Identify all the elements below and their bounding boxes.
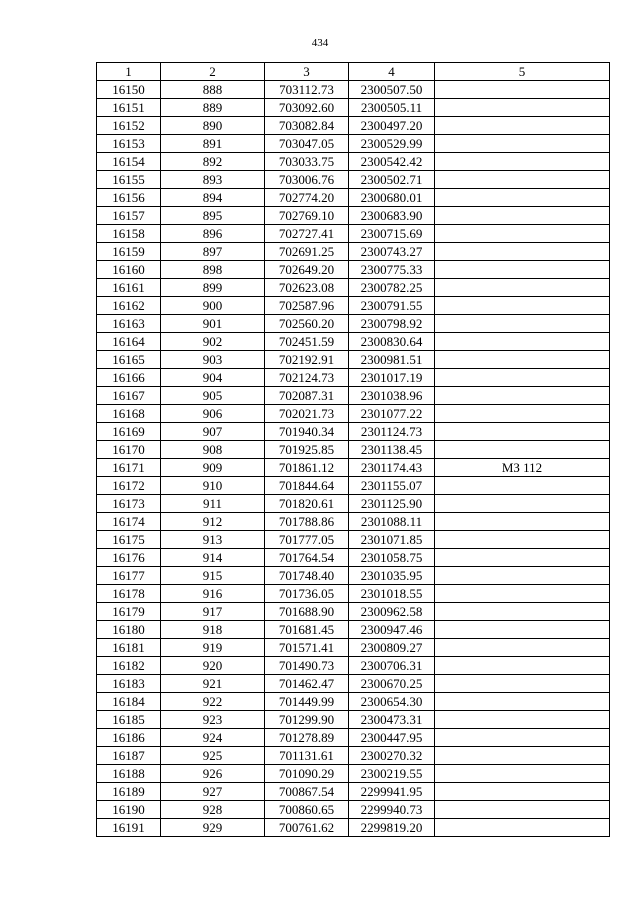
coordinates-table xyxy=(96,62,610,837)
table-row xyxy=(97,459,610,477)
note-cell xyxy=(435,117,610,135)
table-row xyxy=(97,567,610,585)
y-coordinate-cell: 2301088.11 xyxy=(349,513,435,531)
vertex-number-cell: 905 xyxy=(161,387,265,405)
vertex-number-cell: 929 xyxy=(161,819,265,837)
note-cell xyxy=(435,711,610,729)
y-coordinate-cell: 2300775.33 xyxy=(349,261,435,279)
x-coordinate-cell: 702451.59 xyxy=(265,333,349,351)
y-coordinate-cell: 2300497.20 xyxy=(349,117,435,135)
vertex-number-cell: 919 xyxy=(161,639,265,657)
point-number-cell: 16177 xyxy=(97,567,161,585)
table-row xyxy=(97,819,610,837)
point-number-cell: 16183 xyxy=(97,675,161,693)
y-coordinate-cell: 2299941.95 xyxy=(349,783,435,801)
note-cell xyxy=(435,261,610,279)
y-coordinate-cell: 2301174.43 xyxy=(349,459,435,477)
y-coordinate-cell: 2300270.32 xyxy=(349,747,435,765)
note-cell xyxy=(435,783,610,801)
y-coordinate-cell: 2301071.85 xyxy=(349,531,435,549)
x-coordinate-cell: 703033.75 xyxy=(265,153,349,171)
vertex-number-cell: 896 xyxy=(161,225,265,243)
note-cell xyxy=(435,729,610,747)
vertex-number-cell: 903 xyxy=(161,351,265,369)
table-row xyxy=(97,189,610,207)
vertex-number-cell: 907 xyxy=(161,423,265,441)
point-number-cell: 16173 xyxy=(97,495,161,513)
x-coordinate-cell: 701299.90 xyxy=(265,711,349,729)
table-row xyxy=(97,783,610,801)
note-cell xyxy=(435,297,610,315)
table-row xyxy=(97,243,610,261)
table-row xyxy=(97,585,610,603)
column-header-4: 4 xyxy=(349,63,435,81)
column-header-5: 5 xyxy=(435,63,610,81)
y-coordinate-cell: 2301058.75 xyxy=(349,549,435,567)
vertex-number-cell: 923 xyxy=(161,711,265,729)
point-number-cell: 16189 xyxy=(97,783,161,801)
x-coordinate-cell: 703006.76 xyxy=(265,171,349,189)
note-cell xyxy=(435,243,610,261)
vertex-number-cell: 908 xyxy=(161,441,265,459)
y-coordinate-cell: 2300670.25 xyxy=(349,675,435,693)
note-cell xyxy=(435,549,610,567)
note-cell xyxy=(435,531,610,549)
y-coordinate-cell: 2300473.31 xyxy=(349,711,435,729)
x-coordinate-cell: 701571.41 xyxy=(265,639,349,657)
vertex-number-cell: 895 xyxy=(161,207,265,225)
point-number-cell: 16172 xyxy=(97,477,161,495)
x-coordinate-cell: 700867.54 xyxy=(265,783,349,801)
x-coordinate-cell: 701925.85 xyxy=(265,441,349,459)
y-coordinate-cell: 2300798.92 xyxy=(349,315,435,333)
table-row xyxy=(97,171,610,189)
y-coordinate-cell: 2300219.55 xyxy=(349,765,435,783)
x-coordinate-cell: 700860.65 xyxy=(265,801,349,819)
point-number-cell: 16178 xyxy=(97,585,161,603)
point-number-cell: 16167 xyxy=(97,387,161,405)
table-row xyxy=(97,369,610,387)
table-row xyxy=(97,801,610,819)
x-coordinate-cell: 701940.34 xyxy=(265,423,349,441)
vertex-number-cell: 906 xyxy=(161,405,265,423)
note-cell xyxy=(435,747,610,765)
y-coordinate-cell: 2300683.90 xyxy=(349,207,435,225)
note-cell xyxy=(435,819,610,837)
x-coordinate-cell: 701278.89 xyxy=(265,729,349,747)
note-cell xyxy=(435,639,610,657)
vertex-number-cell: 892 xyxy=(161,153,265,171)
table-row xyxy=(97,657,610,675)
note-cell xyxy=(435,81,610,99)
note-cell xyxy=(435,621,610,639)
note-cell xyxy=(435,495,610,513)
note-cell xyxy=(435,441,610,459)
y-coordinate-cell: 2300947.46 xyxy=(349,621,435,639)
table-row xyxy=(97,261,610,279)
point-number-cell: 16186 xyxy=(97,729,161,747)
table-row xyxy=(97,621,610,639)
point-number-cell: 16159 xyxy=(97,243,161,261)
y-coordinate-cell: 2300981.51 xyxy=(349,351,435,369)
vertex-number-cell: 891 xyxy=(161,135,265,153)
column-header-1: 1 xyxy=(97,63,161,81)
vertex-number-cell: 910 xyxy=(161,477,265,495)
y-coordinate-cell: 2300715.69 xyxy=(349,225,435,243)
x-coordinate-cell: 702021.73 xyxy=(265,405,349,423)
y-coordinate-cell: 2300830.64 xyxy=(349,333,435,351)
x-coordinate-cell: 703112.73 xyxy=(265,81,349,99)
table-row xyxy=(97,135,610,153)
note-cell xyxy=(435,801,610,819)
y-coordinate-cell: 2299819.20 xyxy=(349,819,435,837)
point-number-cell: 16171 xyxy=(97,459,161,477)
x-coordinate-cell: 701490.73 xyxy=(265,657,349,675)
vertex-number-cell: 922 xyxy=(161,693,265,711)
y-coordinate-cell: 2301155.07 xyxy=(349,477,435,495)
table-row xyxy=(97,315,610,333)
point-number-cell: 16179 xyxy=(97,603,161,621)
table-row xyxy=(97,153,610,171)
note-cell xyxy=(435,405,610,423)
vertex-number-cell: 911 xyxy=(161,495,265,513)
x-coordinate-cell: 703047.05 xyxy=(265,135,349,153)
point-number-cell: 16170 xyxy=(97,441,161,459)
table-row xyxy=(97,405,610,423)
vertex-number-cell: 924 xyxy=(161,729,265,747)
vertex-number-cell: 898 xyxy=(161,261,265,279)
note-cell xyxy=(435,423,610,441)
note-cell xyxy=(435,99,610,117)
note-cell xyxy=(435,603,610,621)
table-row xyxy=(97,423,610,441)
note-cell xyxy=(435,369,610,387)
x-coordinate-cell: 701861.12 xyxy=(265,459,349,477)
vertex-number-cell: 914 xyxy=(161,549,265,567)
vertex-number-cell: 893 xyxy=(161,171,265,189)
table-row xyxy=(97,279,610,297)
x-coordinate-cell: 701131.61 xyxy=(265,747,349,765)
y-coordinate-cell: 2300507.50 xyxy=(349,81,435,99)
vertex-number-cell: 897 xyxy=(161,243,265,261)
table-row xyxy=(97,441,610,459)
x-coordinate-cell: 702124.73 xyxy=(265,369,349,387)
vertex-number-cell: 888 xyxy=(161,81,265,99)
x-coordinate-cell: 703082.84 xyxy=(265,117,349,135)
vertex-number-cell: 894 xyxy=(161,189,265,207)
y-coordinate-cell: 2301124.73 xyxy=(349,423,435,441)
y-coordinate-cell: 2300680.01 xyxy=(349,189,435,207)
x-coordinate-cell: 701748.40 xyxy=(265,567,349,585)
y-coordinate-cell: 2301018.55 xyxy=(349,585,435,603)
point-number-cell: 16156 xyxy=(97,189,161,207)
vertex-number-cell: 913 xyxy=(161,531,265,549)
vertex-number-cell: 902 xyxy=(161,333,265,351)
table-row xyxy=(97,675,610,693)
point-number-cell: 16180 xyxy=(97,621,161,639)
vertex-number-cell: 918 xyxy=(161,621,265,639)
y-coordinate-cell: 2300809.27 xyxy=(349,639,435,657)
table-row xyxy=(97,513,610,531)
vertex-number-cell: 900 xyxy=(161,297,265,315)
table-row xyxy=(97,747,610,765)
vertex-number-cell: 904 xyxy=(161,369,265,387)
point-number-cell: 16155 xyxy=(97,171,161,189)
y-coordinate-cell: 2301125.90 xyxy=(349,495,435,513)
note-cell xyxy=(435,225,610,243)
table-header xyxy=(97,63,610,81)
y-coordinate-cell: 2300505.11 xyxy=(349,99,435,117)
note-cell xyxy=(435,315,610,333)
note-cell xyxy=(435,387,610,405)
y-coordinate-cell: 2301017.19 xyxy=(349,369,435,387)
point-number-cell: 16187 xyxy=(97,747,161,765)
note-cell xyxy=(435,693,610,711)
x-coordinate-cell: 702691.25 xyxy=(265,243,349,261)
x-coordinate-cell: 701090.29 xyxy=(265,765,349,783)
note-cell xyxy=(435,279,610,297)
point-number-cell: 16164 xyxy=(97,333,161,351)
x-coordinate-cell: 703092.60 xyxy=(265,99,349,117)
table-row xyxy=(97,693,610,711)
note-cell xyxy=(435,171,610,189)
table-row xyxy=(97,531,610,549)
vertex-number-cell: 927 xyxy=(161,783,265,801)
vertex-number-cell: 921 xyxy=(161,675,265,693)
x-coordinate-cell: 701688.90 xyxy=(265,603,349,621)
x-coordinate-cell: 702587.96 xyxy=(265,297,349,315)
note-cell xyxy=(435,351,610,369)
point-number-cell: 16165 xyxy=(97,351,161,369)
header-row xyxy=(97,63,610,81)
note-cell xyxy=(435,333,610,351)
table-row xyxy=(97,99,610,117)
note-cell xyxy=(435,477,610,495)
vertex-number-cell: 928 xyxy=(161,801,265,819)
point-number-cell: 16190 xyxy=(97,801,161,819)
x-coordinate-cell: 702560.20 xyxy=(265,315,349,333)
table-row xyxy=(97,333,610,351)
vertex-number-cell: 912 xyxy=(161,513,265,531)
vertex-number-cell: 901 xyxy=(161,315,265,333)
table-row xyxy=(97,387,610,405)
point-number-cell: 16168 xyxy=(97,405,161,423)
y-coordinate-cell: 2300502.71 xyxy=(349,171,435,189)
x-coordinate-cell: 701736.05 xyxy=(265,585,349,603)
x-coordinate-cell: 700761.62 xyxy=(265,819,349,837)
table-row xyxy=(97,639,610,657)
table-body xyxy=(97,81,610,837)
point-number-cell: 16175 xyxy=(97,531,161,549)
point-number-cell: 16184 xyxy=(97,693,161,711)
note-cell xyxy=(435,189,610,207)
table-row xyxy=(97,81,610,99)
point-number-cell: 16176 xyxy=(97,549,161,567)
point-number-cell: 16182 xyxy=(97,657,161,675)
point-number-cell: 16154 xyxy=(97,153,161,171)
table-row xyxy=(97,729,610,747)
x-coordinate-cell: 702623.08 xyxy=(265,279,349,297)
point-number-cell: 16166 xyxy=(97,369,161,387)
y-coordinate-cell: 2301138.45 xyxy=(349,441,435,459)
x-coordinate-cell: 701764.54 xyxy=(265,549,349,567)
y-coordinate-cell: 2300447.95 xyxy=(349,729,435,747)
point-number-cell: 16150 xyxy=(97,81,161,99)
table-row xyxy=(97,495,610,513)
note-cell xyxy=(435,675,610,693)
table-row xyxy=(97,297,610,315)
point-number-cell: 16174 xyxy=(97,513,161,531)
page-number: 434 xyxy=(311,37,329,49)
note-cell xyxy=(435,765,610,783)
point-number-cell: 16151 xyxy=(97,99,161,117)
vertex-number-cell: 925 xyxy=(161,747,265,765)
x-coordinate-cell: 701820.61 xyxy=(265,495,349,513)
y-coordinate-cell: 2299940.73 xyxy=(349,801,435,819)
note-cell: МЗ 112 xyxy=(435,459,610,477)
y-coordinate-cell: 2300654.30 xyxy=(349,693,435,711)
vertex-number-cell: 917 xyxy=(161,603,265,621)
x-coordinate-cell: 702649.20 xyxy=(265,261,349,279)
y-coordinate-cell: 2300962.58 xyxy=(349,603,435,621)
table-row xyxy=(97,711,610,729)
x-coordinate-cell: 701681.45 xyxy=(265,621,349,639)
y-coordinate-cell: 2300542.42 xyxy=(349,153,435,171)
x-coordinate-cell: 702192.91 xyxy=(265,351,349,369)
point-number-cell: 16158 xyxy=(97,225,161,243)
table-row xyxy=(97,351,610,369)
note-cell xyxy=(435,135,610,153)
note-cell xyxy=(435,585,610,603)
point-number-cell: 16160 xyxy=(97,261,161,279)
y-coordinate-cell: 2301077.22 xyxy=(349,405,435,423)
table-row xyxy=(97,549,610,567)
vertex-number-cell: 899 xyxy=(161,279,265,297)
table-row xyxy=(97,207,610,225)
column-header-3: 3 xyxy=(265,63,349,81)
x-coordinate-cell: 702774.20 xyxy=(265,189,349,207)
vertex-number-cell: 889 xyxy=(161,99,265,117)
vertex-number-cell: 915 xyxy=(161,567,265,585)
y-coordinate-cell: 2300791.55 xyxy=(349,297,435,315)
y-coordinate-cell: 2300529.99 xyxy=(349,135,435,153)
x-coordinate-cell: 701777.05 xyxy=(265,531,349,549)
x-coordinate-cell: 701844.64 xyxy=(265,477,349,495)
table-row xyxy=(97,765,610,783)
point-number-cell: 16153 xyxy=(97,135,161,153)
y-coordinate-cell: 2300743.27 xyxy=(349,243,435,261)
point-number-cell: 16188 xyxy=(97,765,161,783)
x-coordinate-cell: 701788.86 xyxy=(265,513,349,531)
y-coordinate-cell: 2300706.31 xyxy=(349,657,435,675)
table-row xyxy=(97,603,610,621)
point-number-cell: 16163 xyxy=(97,315,161,333)
note-cell xyxy=(435,153,610,171)
vertex-number-cell: 890 xyxy=(161,117,265,135)
vertex-number-cell: 920 xyxy=(161,657,265,675)
y-coordinate-cell: 2300782.25 xyxy=(349,279,435,297)
y-coordinate-cell: 2301035.95 xyxy=(349,567,435,585)
x-coordinate-cell: 701462.47 xyxy=(265,675,349,693)
vertex-number-cell: 916 xyxy=(161,585,265,603)
point-number-cell: 16181 xyxy=(97,639,161,657)
point-number-cell: 16162 xyxy=(97,297,161,315)
point-number-cell: 16161 xyxy=(97,279,161,297)
vertex-number-cell: 909 xyxy=(161,459,265,477)
table-row xyxy=(97,225,610,243)
table-row xyxy=(97,117,610,135)
y-coordinate-cell: 2301038.96 xyxy=(349,387,435,405)
x-coordinate-cell: 702087.31 xyxy=(265,387,349,405)
x-coordinate-cell: 702727.41 xyxy=(265,225,349,243)
point-number-cell: 16191 xyxy=(97,819,161,837)
point-number-cell: 16185 xyxy=(97,711,161,729)
point-number-cell: 16152 xyxy=(97,117,161,135)
vertex-number-cell: 926 xyxy=(161,765,265,783)
note-cell xyxy=(435,513,610,531)
note-cell xyxy=(435,567,610,585)
table-row xyxy=(97,477,610,495)
point-number-cell: 16169 xyxy=(97,423,161,441)
column-header-2: 2 xyxy=(161,63,265,81)
note-cell xyxy=(435,657,610,675)
x-coordinate-cell: 701449.99 xyxy=(265,693,349,711)
point-number-cell: 16157 xyxy=(97,207,161,225)
note-cell xyxy=(435,207,610,225)
x-coordinate-cell: 702769.10 xyxy=(265,207,349,225)
